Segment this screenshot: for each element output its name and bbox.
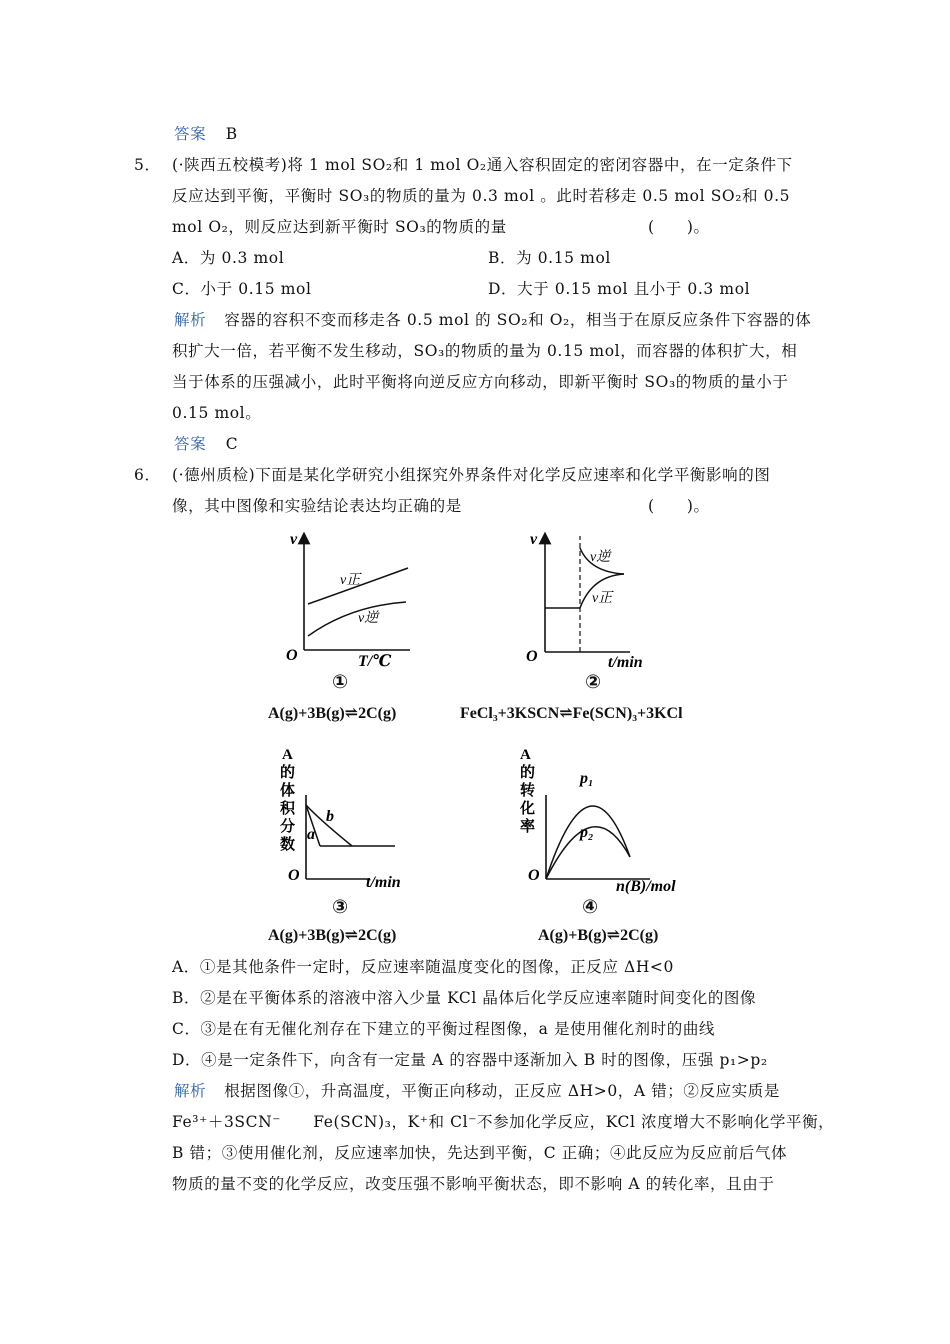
analysis-text: 容器的容积不变而移走各 0.5 mol 的 SO₂和 O₂，相当于在原反应条件下容器的体 xyxy=(224,311,812,329)
q5-number: 5． xyxy=(134,156,161,174)
q6-option-b: B．②是在平衡体系的溶液中溶入少量 KCl 晶体后化学反应速率随时间变化的图像 xyxy=(172,989,757,1007)
q6-analysis-line-1 xyxy=(174,1081,780,1101)
x-axis-label: T/℃ xyxy=(358,653,392,670)
origin-label: O xyxy=(528,867,540,884)
q5-analysis-line-2: 积扩大一倍，若平衡不发生移动，SO₃的物质的量为 0.15 mol，而容器的体积扩大，相 xyxy=(172,342,798,360)
q5-stem-line-2: 反应达到平衡，平衡时 SO₃的物质的量为 0.3 mol 。此时若移走 0.5 mol SO₂和 0.5 xyxy=(172,187,791,205)
curve-label-p2: p₂ xyxy=(580,824,594,841)
q6-analysis-line-2: Fe³⁺＋3SCN⁻ Fe(SCN)₃，K⁺和 Cl⁻不参加化学反应，KCl 浓度增大不影响化学平衡， xyxy=(172,1113,835,1131)
answer-value: B xyxy=(225,125,238,143)
q5-analysis-line-1 xyxy=(174,310,811,330)
figure-3-number: ③ xyxy=(332,896,349,918)
q5-analysis-line-3: 当于体系的压强减小，此时平衡将向逆反应方向移动，即新平衡时 SO₃的物质的量小于 xyxy=(172,373,789,391)
figure-4-equation: A(g)+B(g)⇌2C(g) xyxy=(538,927,659,944)
figure-3-graph xyxy=(270,745,430,895)
origin-label: O xyxy=(526,648,538,665)
y-axis-label: 率 xyxy=(520,819,536,835)
figure-2-graph xyxy=(520,530,670,670)
q5-option-c: C．小于 0.15 mol xyxy=(172,280,312,298)
q5-stem-line-1: (·陕西五校模考)将 1 mol SO₂和 1 mol O₂通入容积固定的密闭容器中，在一定条件下 xyxy=(172,156,793,174)
y-axis-label: 转 xyxy=(520,783,536,799)
y-axis-label: 的 xyxy=(280,765,296,781)
figure-1-number: ① xyxy=(332,671,349,693)
x-axis-label: t/min xyxy=(608,654,643,670)
analysis-label: 解析 xyxy=(174,311,207,329)
q6-stem-line-1: (·德州质检)下面是某化学研究小组探究外界条件对化学反应速率和化学平衡影响的图 xyxy=(172,466,771,484)
q6-option-c: C．③是在有无催化剂存在下建立的平衡过程图像，a 是使用催化剂时的曲线 xyxy=(172,1020,716,1038)
figure-2-equation: FeCl₃+3KSCN⇌Fe(SCN)₃+3KCl xyxy=(460,705,683,722)
q6-stem-line-2: 像，其中图像和实验结论表达均正确的是 xyxy=(172,497,462,515)
curve-v-reverse xyxy=(308,602,406,636)
y-axis-label: A xyxy=(520,747,531,763)
q6-analysis-line-4: 物质的量不变的化学反应，改变压强不影响平衡状态，即不影响 A 的转化率，且由于 xyxy=(172,1175,775,1193)
y-axis-label: v xyxy=(530,531,538,548)
q6-option-d: D．④是一定条件下，向含有一定量 A 的容器中逐渐加入 B 时的图像，压强 p₁>p₂ xyxy=(172,1051,768,1069)
analysis-label: 解析 xyxy=(174,1082,207,1100)
curve-label-v-reverse: v逆 xyxy=(358,611,379,626)
prev-answer xyxy=(174,124,238,144)
q6-option-a: A．①是其他条件一定时，反应速率随温度变化的图像，正反应 ΔH<0 xyxy=(172,958,674,976)
analysis-text: 根据图像①，升高温度，平衡正向移动，正反应 ΔH>0，A 错；②反应实质是 xyxy=(224,1082,781,1100)
q5-answer xyxy=(174,434,238,454)
q6-answer-blank: ( )。 xyxy=(648,497,710,515)
figure-3-equation: A(g)+3B(g)⇌2C(g) xyxy=(268,927,397,944)
y-axis-label: 积 xyxy=(280,801,296,817)
x-axis-label: t/min xyxy=(366,874,401,891)
figure-2-number: ② xyxy=(585,671,602,693)
q5-analysis-line-4: 0.15 mol。 xyxy=(172,404,262,422)
q5-option-b: B．为 0.15 mol xyxy=(488,249,611,267)
figure-4-graph xyxy=(510,745,700,895)
y-axis-label: A xyxy=(282,747,293,763)
curve-p1 xyxy=(546,806,630,879)
figure-1-equation: A(g)+3B(g)⇌2C(g) xyxy=(268,705,397,722)
answer-label: 答案 xyxy=(174,435,207,453)
y-axis-label: v xyxy=(290,531,298,548)
q5-option-d: D．大于 0.15 mol 且小于 0.3 mol xyxy=(488,280,751,298)
curve-label-a: a xyxy=(307,826,315,843)
curve-label-v-forward: v正 xyxy=(340,573,361,588)
y-axis-label: 化 xyxy=(520,801,536,817)
origin-label: O xyxy=(288,867,300,884)
y-axis-label: 的 xyxy=(520,765,536,781)
figure-4-number: ④ xyxy=(582,896,599,918)
q5-answer-blank: ( )。 xyxy=(648,218,710,236)
curve-label-p1: p₁ xyxy=(580,770,594,787)
curve-label-b: b xyxy=(326,808,334,825)
q6-number: 6． xyxy=(134,466,161,484)
curve-label-v-forward: v正 xyxy=(592,591,613,606)
q5-stem-line-3: mol O₂，则反应达到新平衡时 SO₃的物质的量 xyxy=(172,218,507,236)
origin-label: O xyxy=(286,647,298,664)
y-axis-label: 体 xyxy=(280,783,296,799)
y-axis-label: 数 xyxy=(280,837,296,853)
y-axis-label: 分 xyxy=(280,819,296,835)
q6-analysis-line-3: B 错；③使用催化剂，反应速率加快，先达到平衡，C 正确；④此反应为反应前后气体 xyxy=(172,1144,788,1162)
answer-label: 答案 xyxy=(174,125,207,143)
x-axis-label: n(B)/mol xyxy=(616,878,676,895)
answer-value: C xyxy=(225,435,239,453)
figure-1-graph xyxy=(280,530,440,670)
q5-option-a: A．为 0.3 mol xyxy=(172,249,285,267)
curve-label-v-reverse: v逆 xyxy=(590,550,611,565)
